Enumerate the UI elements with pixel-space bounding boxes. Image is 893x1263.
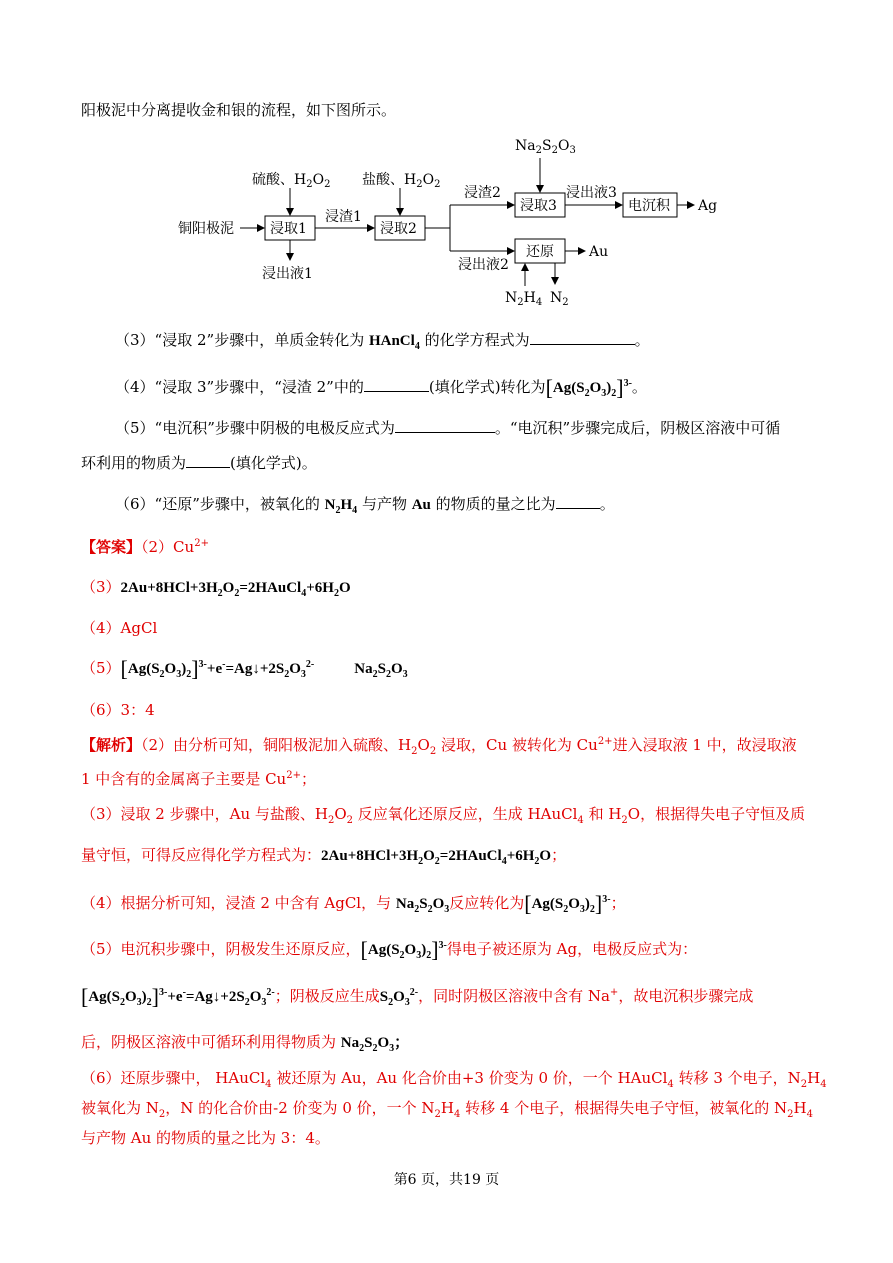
analysis-6-line3: 与产物 Au 的物质的量之比为 3：4。 [81, 1129, 330, 1147]
page-footer: 第6 页，共19 页 [393, 1172, 500, 1188]
label-start: 铜阳极泥 [178, 221, 234, 237]
answer-label: 【答案】 [81, 538, 142, 556]
analysis-label: 【解析】 [81, 736, 142, 754]
label-leach1: 浸出液1 [262, 266, 313, 282]
answer-blank-q4 [364, 377, 429, 392]
answer-blank-q5a [395, 418, 495, 433]
label-residue1: 浸渣1 [325, 209, 362, 225]
question-5-line1: （5）“电沉积”步骤中阴极的电极反应式为 。“电沉积”步骤完成后，阴极区溶液中可循 [115, 419, 781, 437]
answer-blank-q5b [186, 453, 230, 468]
box-electro-label: 电沉积 [628, 198, 670, 214]
question-4: （4）“浸取 3”步骤中，“浸渣 2”中的 (填化学式)转化为$[Ag(S_2O_3)_2]^{3-}$。 [115, 375, 647, 400]
label-na2s2o3: $Na_2S_2O_3$ [515, 138, 576, 156]
analysis-5-line2: $[Ag(S_2O_3)_2]^{3-}+e^-=Ag↓+2S_2O_3^{2-}$；阴极反应生成$S_2O_3^{2-}$，同时阴极区溶液中含有 Na+，故电沉积步骤完成 [81, 984, 754, 1009]
process-flow-diagram [160, 128, 740, 318]
answer-5: $(5)[Ag(S_2O_3)_2]^{3-}+e^-=Ag↓+2S_2O_3^{2-}$ $Na_2S_2O_3$ [81, 656, 408, 681]
box-leach1-label: 浸取1 [270, 221, 307, 237]
answer-blank-q3 [530, 330, 635, 345]
question-5-line2: 环利用的物质为 (填化学式)。 [81, 454, 317, 472]
answer-4: （4）AgCl [81, 619, 158, 637]
analysis-2-line2: 1 中含有的金属离子主要是 $Cu^{2+}$； [81, 770, 316, 788]
formula-ag-complex: $[Ag(S_2O_3)_2]^{3-}$ [545, 375, 632, 400]
question-3: （3）“浸取 2”步骤中，单质金转化为 HAnCl$_4$ 的化学方程式为 。 [115, 331, 650, 352]
answer-blank-q6 [556, 494, 600, 509]
question-6: （6）“还原”步骤中，被氧化的 $N_2H_4$ 与产物 Au 的物质的量之比为 。 [115, 495, 615, 516]
analysis-5-line3: 后，阴极区溶液中可循环利用得物质为 $Na_2S_2O_3$； [81, 1033, 410, 1054]
label-reagent1: 硫酸、$H_2O_2$ [252, 172, 331, 190]
label-leach2: 浸出液2 [458, 257, 509, 273]
analysis-6-line1: （6）还原步骤中， HAuCl$_4$ 被还原为 Au，Au 化合价由+3 价变为 0 价，一个 HAuCl$_4$ 转移 3 个电子，$N_2H_4$ [81, 1069, 827, 1090]
label-ag: Ag [698, 198, 718, 214]
answer-2: 【答案】$(2)Cu^{2+}$ [81, 538, 209, 556]
label-residue2: 浸渣2 [464, 185, 501, 201]
label-leach3: 浸出液3 [566, 185, 617, 201]
formula-hancl4: HAnCl$_4$ [368, 333, 420, 352]
box-leach2-label: 浸取2 [380, 221, 417, 237]
box-leach3-label: 浸取3 [520, 198, 557, 214]
analysis-2-line1: 【解析】（2）由分析可知，铜阳极泥加入硫酸、$H_2O_2$ 浸取，Cu 被转化为 $Cu^{2+}$进入浸取液 1 中，故浸取液 [81, 736, 797, 757]
analysis-4: （4）根据分析可知，浸渣 2 中含有 AgCl，与 $Na_2S_2O_3$反应转化为$[Ag(S_2O_3)_2]^{3-}$； [81, 891, 626, 916]
analysis-3-line1: （3）浸取 2 步骤中，Au 与盐酸、$H_2O_2$ 反应氧化还原反应，生成 HAuCl$_4$ 和 $H_2O$，根据得失电子守恒及质 [81, 805, 806, 826]
answer-3: $(3)2Au+8HCl+3H_2O_2=2HAuCl_4+6H_2O$ [81, 578, 351, 599]
box-reduce-label: 还原 [526, 244, 554, 260]
label-n2h4: $N_2H_4$ [505, 290, 543, 308]
analysis-6-line2: 被氧化为 $N_2$，N 的化合价由-2 价变为 0 价，一个 $N_2H_4$ 转移 4 个电子，根据得失电子守恒，被氧化的 $N_2H_4$ [81, 1099, 813, 1120]
label-au: Au [589, 244, 609, 260]
analysis-3-line2: 量守恒，可得反应得化学方程式为：$2Au+8HCl+3H_2O_2=2HAuCl_4+6H_2O$； [81, 846, 567, 867]
answer-6: （6）3：4 [81, 701, 155, 719]
analysis-5-line1: （5）电沉积步骤中，阴极发生还原反应，$[Ag(S_2O_3)_2]^{3-}$得电子被还原为 Ag，电极反应式为： [81, 937, 698, 962]
label-n2: $N_2$ [550, 290, 569, 308]
label-reagent2: 盐酸、$H_2O_2$ [362, 172, 441, 190]
intro-text: 阳极泥中分离提收金和银的流程，如下图所示。 [81, 101, 397, 119]
